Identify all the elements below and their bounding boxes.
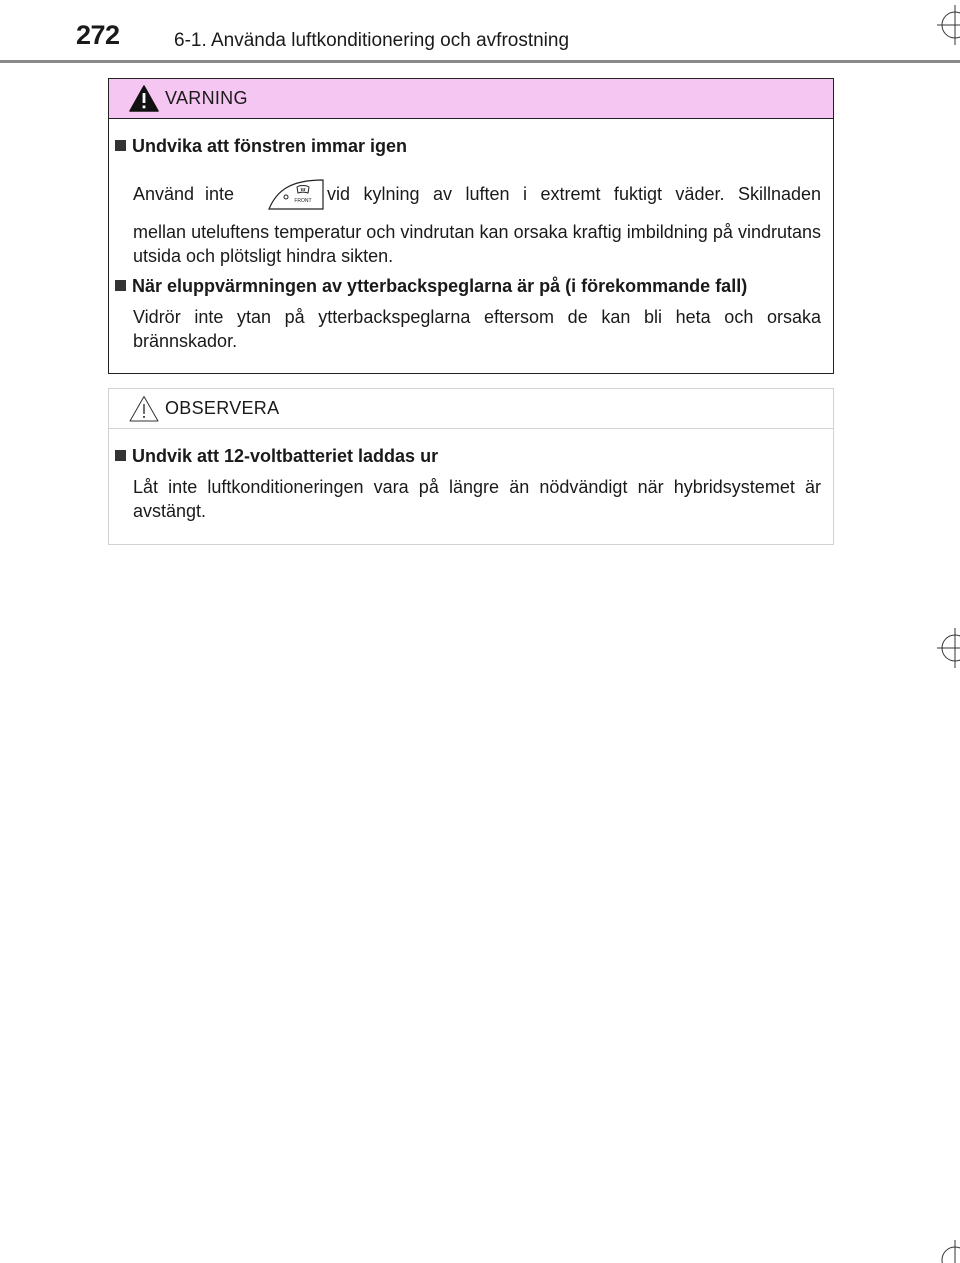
bullet-square-icon — [115, 140, 126, 151]
page-number: 272 — [76, 20, 120, 50]
caution-item-title-battery: Undvik att 12-voltbatteriet laddas ur — [115, 446, 438, 467]
section-title: 6-1. Använda luftkonditionering och avfrostning — [174, 30, 570, 51]
warning-item-title-fogging: Undvika att fönstren immar igen — [115, 136, 407, 157]
registration-mark-top-icon — [935, 5, 960, 45]
front-defroster-button-icon — [267, 178, 325, 210]
bullet-square-icon — [115, 280, 126, 291]
warning-item-text-fogging: mellan uteluftens temperatur och vindrutan kan orsaka kraftig imbildning på vindrutans utsida och plötsligt hindra sikten. — [133, 222, 821, 266]
text-before-button: Använd inte — [133, 184, 235, 204]
warning-header — [109, 79, 833, 119]
front-button-label: FRONT — [294, 198, 312, 204]
header-rule — [0, 60, 960, 63]
warning-box — [108, 78, 834, 374]
warning-item-title-mirror-heater: När eluppvärmningen av ytterbackspeglarna är på (i förekommande fall) — [115, 276, 747, 297]
bullet-square-icon — [115, 450, 126, 461]
registration-mark-bottom-icon — [935, 1240, 960, 1263]
warning-label: VARNING — [165, 88, 248, 108]
caution-item-text-battery: Låt inte luftkonditioneringen vara på längre än nödvändigt när hybridsystemet är avstängt. — [133, 477, 821, 521]
caution-box — [108, 388, 834, 545]
caution-header — [109, 389, 833, 429]
caution-triangle-icon — [129, 395, 159, 422]
text-after-button: vid kylning av luften i extremt fuktigt väder. Skillnaden — [327, 184, 821, 204]
warning-triangle-icon — [129, 85, 159, 112]
registration-mark-middle-icon — [935, 628, 960, 668]
warning-item-text-mirror-heater: Vidrör inte ytan på ytterbackspeglarna eftersom de kan bli heta och orsaka brännskador. — [133, 307, 821, 351]
warning-item-line-with-button — [133, 178, 821, 212]
caution-label: OBSERVERA — [165, 398, 280, 418]
